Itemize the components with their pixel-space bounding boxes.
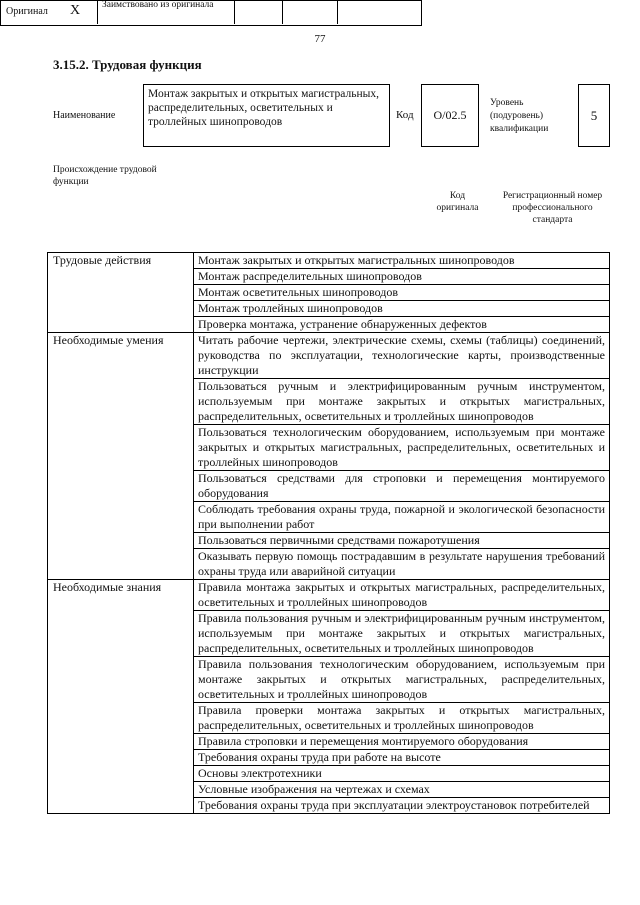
name-label: Наименование [53,110,116,121]
page-number: 77 [314,33,326,45]
table-cell: Правила пользования ручным и электрифицированным ручным инструментом, используемым при монтаже закрытых и открытых магистральных, распределительных, осветительных и троллейных шинопроводов [194,611,610,657]
original-label: Оригинал [6,6,48,17]
table-cell: Правила монтажа закрытых и открытых магистральных, распределительных, осветительных и троллейных шинопроводов [194,580,610,611]
function-name: Монтаж закрытых и открытых магистральных, распределительных, осветительных и троллейных шинопроводов [143,84,390,147]
borrowed-cell [98,0,235,24]
original-cell [0,0,98,24]
table-cell: Монтаж осветительных шинопроводов [194,285,610,301]
code-label: Код [396,109,414,121]
table-cell: Пользоваться средствами для строповки и перемещения монтируемого оборудования [194,471,610,502]
table-row [48,580,610,611]
original-mark: X [70,3,81,18]
table-cell: Пользоваться технологическим оборудованием, используемым при монтаже закрытых и открытых магистральных, распределительных, осветительных и троллейных шинопроводов [194,425,610,471]
section-title: 3.15.2. Трудовая функция [53,57,202,72]
table-cell: Правила пользования технологическим оборудованием, используемым при монтаже закрытых и открытых магистральных, распределительных, осветительных и троллейных шинопроводов [194,657,610,703]
code-value: О/02.5 [421,84,479,147]
competency-table [47,252,610,814]
table-cell: Правила строповки и перемещения монтируемого оборудования [194,734,610,750]
level-label: Уровень (подуровень) квалификации [490,98,549,134]
blank-cell [235,0,283,24]
origin-label: Происхождение трудовой функции [53,165,157,187]
table-row [48,253,610,269]
code-original-cell [283,0,338,24]
table-cell: Основы электротехники [194,766,610,782]
category-label: Необходимые умения [48,333,194,580]
table-cell: Требования охраны труда при работе на высоте [194,750,610,766]
table-cell: Требования охраны труда при эксплуатации электроустановок потребителей [194,798,610,814]
reg-number-label: Регистрационный номер профессионального стандарта [502,191,603,225]
table-cell: Монтаж распределительных шинопроводов [194,269,610,285]
category-label: Необходимые знания [48,580,194,814]
table-cell: Правила проверки монтажа закрытых и открытых магистральных, распределительных, осветительных и троллейных шинопроводов [194,703,610,734]
table-cell: Пользоваться первичными средствами пожаротушения [194,533,610,549]
table-cell: Условные изображения на чертежах и схемах [194,782,610,798]
table-cell: Монтаж троллейных шинопроводов [194,301,610,317]
borrowed-label: Заимствовано из оригинала [102,0,214,10]
table-cell: Проверка монтажа, устранение обнаруженных дефектов [194,317,610,333]
table-cell: Соблюдать требования охраны труда, пожарной и экологической безопасности при выполнении работ [194,502,610,533]
table-cell: Оказывать первую помощь пострадавшим в результате нарушения требований охраны труда или аварийной ситуации [194,549,610,580]
category-label: Трудовые действия [48,253,194,333]
table-cell: Читать рабочие чертежи, электрические схемы, схемы (таблицы) соединений, руководства по эксплуатации, технологические карты, производственные инструкции [194,333,610,379]
table-cell: Пользоваться ручным и электрифицированным ручным инструментом, используемым при монтаже закрытых и открытых магистральных, распределительных, осветительных и троллейных шинопроводов [194,379,610,425]
origin-table [0,0,422,26]
code-original-label: Код оригинала [436,191,479,213]
table-row [48,333,610,379]
level-value: 5 [578,84,610,147]
table-cell: Монтаж закрытых и открытых магистральных шинопроводов [194,253,610,269]
